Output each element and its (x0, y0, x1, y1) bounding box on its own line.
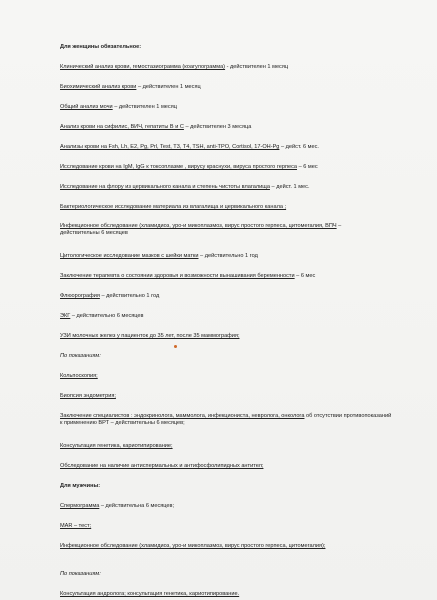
item-validity: – действительна 6 месяцев; (99, 503, 175, 509)
women-item (60, 184, 405, 191)
women-item (60, 124, 405, 131)
women-item (60, 253, 405, 260)
item-validity: – дейст. 1 мес. (269, 184, 310, 190)
item-title: MAR – тест; (60, 523, 92, 529)
item-validity: об отсутствии противопоказаний к применению ВРТ – действительны 6 месяцев; (60, 413, 392, 426)
women-item (60, 204, 405, 211)
men-heading: Для мужчины: (60, 483, 101, 489)
item-title: Анализ крови на сифилис, ВИЧ, гепатиты В и С (60, 124, 184, 130)
women-item (60, 313, 405, 320)
item-validity: – действительны 6 месяцев (60, 223, 342, 236)
women-item (60, 84, 405, 91)
women-item (60, 164, 405, 171)
item-validity: – действителен 1 месяц (112, 104, 177, 110)
item-title: УЗИ молочных желез у пациенток до 35 лет, после 35 маммография; (60, 333, 240, 339)
women-indication-item (60, 393, 405, 400)
item-title: Биопсия эндометрия; (60, 393, 116, 399)
item-title: Клинический анализ крови, гемостазиограмма (коагулограмма) (60, 64, 226, 70)
item-validity: – 6 мес (294, 273, 316, 279)
item-validity: – действительно 1 год (198, 253, 258, 259)
women-item (60, 293, 405, 300)
item-title: Флюорография (60, 293, 100, 299)
men-item (60, 543, 360, 550)
item-title: Анализы крови на Fsh, Lh, E2, Pg, Prl, Test, T3, T4, TSH, anti-TPO, Cortisol, 17-OH-Pg (60, 144, 280, 150)
item-validity: – действителен 1 месяц (136, 84, 201, 90)
item-title: Цитологическое исследование мазков с шейки матки (60, 253, 199, 259)
ink-spot (174, 345, 177, 348)
item-title: Консультация андролога; консультация генетика, кариотипирование. (60, 591, 240, 597)
item-title: Спермограмма (60, 503, 100, 509)
item-title: Заключение специалистов : эндокринолога, маммолога, инфекциониста, невролога, онколога (60, 413, 305, 419)
women-item (60, 144, 405, 151)
item-title: Бактериологическое исследование материала из влагалища и цервикального канала ; (60, 204, 287, 210)
women-item (60, 273, 405, 280)
item-title: Биохимический анализ крови (60, 84, 137, 90)
women-indication-item (60, 443, 405, 450)
item-title: Инфекционное обследование (хламидиоз, уро-и микоплазмоз, вирус простого герпеса, цитомегалия); (60, 543, 326, 549)
men-indication-item (60, 591, 405, 598)
item-validity: – действительно 6 месяцев (70, 313, 144, 319)
item-title: Исследование крови на IgM, IgG к токсоплазме , вирусу краснухи, вируса простого герпеса (60, 164, 298, 170)
women-indication-item (60, 413, 395, 427)
men-item (60, 503, 405, 510)
item-validity: – дейст. 6 мес. (279, 144, 319, 150)
women-indication-item (60, 463, 405, 470)
women-item (60, 64, 405, 71)
women-item (60, 223, 360, 237)
item-title: Кольпоскопия; (60, 373, 98, 379)
item-title: Исследование на флору из цервикального канала и степень чистоты влагалища (60, 184, 270, 190)
item-validity: – 6 мес (297, 164, 318, 170)
women-item (60, 333, 405, 340)
men-item (60, 523, 405, 530)
item-validity: – действителен 3 месяца (183, 124, 252, 130)
item-title: Общий анализ мочи (60, 104, 113, 110)
item-title: Инфекционное обследование (хламидиоз, уро-и микоплазмоз, вирус простого герпеса, цитомегалия, ВПЧ (60, 223, 337, 229)
women-heading: Для женщины обязательное: (60, 44, 142, 50)
item-title: ЭКГ (60, 313, 71, 319)
item-title: Обследование на наличие антиспермальных и антифосфолипидных антител; (60, 463, 264, 469)
item-title: Заключение терапевта о состоянии здоровья и возможности вынашивания беременности (60, 273, 295, 279)
women-indications-label: По показаниям: (60, 353, 101, 359)
men-indications-label: По показаниям: (60, 571, 101, 577)
item-validity: – действительно 1 год (99, 293, 160, 299)
women-item (60, 104, 405, 111)
women-indication-item (60, 373, 405, 380)
item-title: Консультация генетика, кариотипирование; (60, 443, 173, 449)
item-validity: - действителен 1 месяц (225, 64, 289, 70)
